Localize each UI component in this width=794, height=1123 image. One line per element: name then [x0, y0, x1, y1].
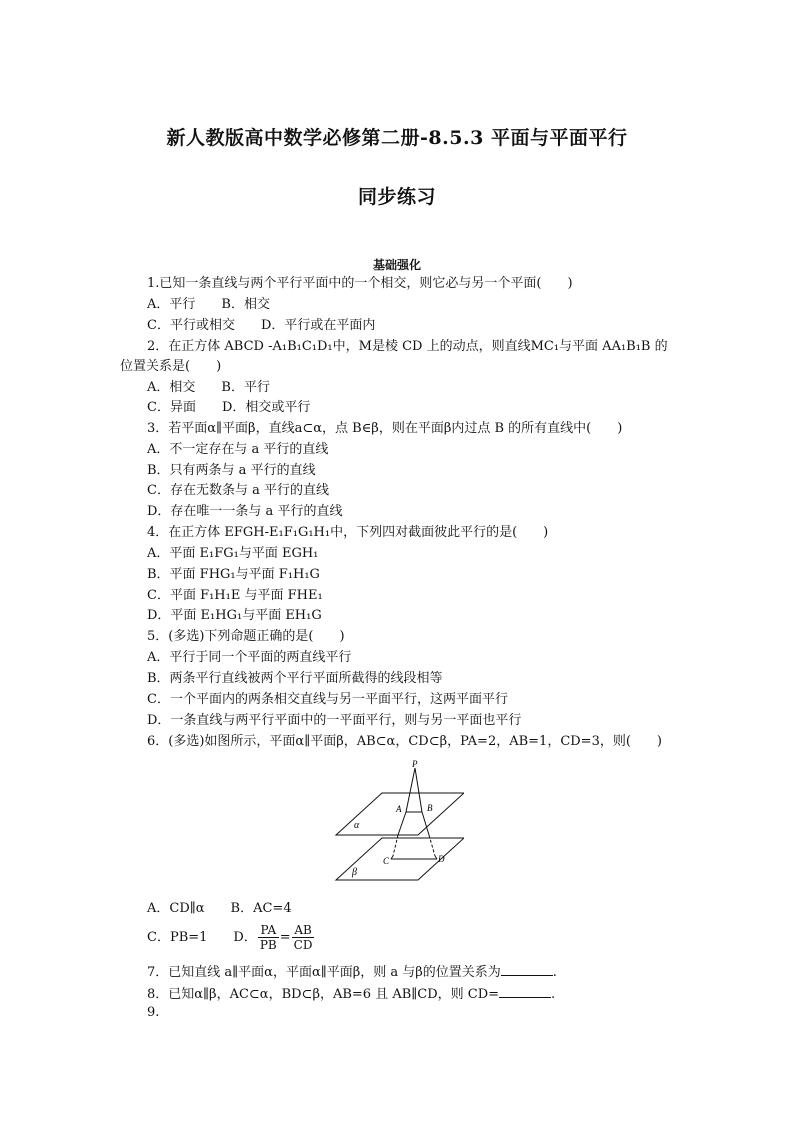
segment-ac-upper	[398, 812, 406, 835]
q7-stem: 7．已知直线 a∥平面α，平面α∥平面β，则 a 与β的位置关系为	[147, 965, 501, 980]
q4-stem: 4．在正方体 EFGH-E₁F₁G₁H₁中，下列四对截面彼此平行的是( )	[147, 525, 549, 540]
segment-bd-upper	[422, 812, 429, 835]
q3-option-c: C．存在无数条与 a 平行的直线	[147, 483, 329, 498]
q1-options-row1: A．平行 B．相交	[147, 297, 270, 312]
q4-option-c: C．平面 F₁H₁E 与平面 FHE₁	[147, 588, 323, 603]
q3-stem: 3．若平面α∥平面β，直线a⊂α，点 B∈β，则在平面β内过点 B 的所有直线中( )	[147, 421, 623, 436]
q6-options-row2	[147, 922, 315, 956]
segment-pa	[406, 768, 415, 812]
fraction-denominator: PB	[259, 938, 277, 952]
label-a: A	[396, 804, 402, 814]
q5-option-c: C．一个平面内的两条相交直线与另一平面平行，这两平面平行	[147, 692, 508, 707]
q6-stem: 6．(多选)如图所示，平面α∥平面β，AB⊂α，CD⊂β，PA=2，AB=1，CD=3，则( )	[147, 734, 662, 749]
label-beta: β	[352, 867, 357, 878]
fraction-numerator: AB	[292, 923, 315, 938]
q8-stem: 8．已知α∥β，AC⊂α，BD⊂β，AB=6 且 AB∥CD，则 CD=	[147, 987, 500, 1002]
page-subtitle: 同步练习	[357, 186, 436, 208]
q4-option-a: A．平面 E₁FG₁与平面 EGH₁	[147, 546, 319, 561]
q3-option-d: D．存在唯一一条与 a 平行的直线	[147, 504, 343, 519]
q2-stem-line1: 2．在正方体 ABCD -A₁B₁C₁D₁中，M是棱 CD 上的动点，则直线MC₁与平面 AA₁B₁B 的	[147, 339, 668, 354]
q5-stem: 5．(多选)下列命题正确的是( )	[147, 629, 345, 644]
equals-sign: =	[279, 930, 291, 945]
q3-option-a: A．不一定存在与 a 平行的直线	[147, 442, 329, 457]
q8-end: .	[551, 987, 556, 1002]
fraction-ab-cd	[292, 923, 315, 952]
page-title: 新人教版高中数学必修第二册-8.5.3 平面与平面平行	[166, 127, 628, 149]
label-c: C	[383, 856, 390, 866]
q1-stem: 1.已知一条直线与两个平行平面中的一个相交，则它必与另一个平面( )	[147, 276, 573, 291]
q5-option-a: A．平行于同一个平面的两直线平行	[147, 650, 352, 665]
q5-option-b: B．两条平行直线被两个平行平面所截得的线段相等	[147, 671, 443, 686]
fraction-pa-pb	[258, 923, 279, 952]
fraction-denominator: CD	[293, 938, 313, 952]
label-alpha: α	[354, 820, 360, 831]
q2-options-row1: A．相交 B．平行	[147, 380, 270, 395]
q9-stem: 9.	[147, 1005, 160, 1020]
parallel-planes-figure	[334, 756, 464, 886]
q4-option-b: B．平面 FHG₁与平面 F₁H₁G	[147, 567, 320, 582]
answer-blank[interactable]	[499, 985, 551, 998]
segment-pb	[415, 768, 422, 812]
q6-options-row1: A．CD∥α B．AC=4	[147, 901, 292, 916]
q4-option-d: D．平面 E₁HG₁与平面 EH₁G	[147, 608, 322, 623]
answer-blank[interactable]	[501, 963, 553, 976]
q2-options-row2: C．异面 D．相交或平行	[147, 400, 311, 415]
fraction-numerator: PA	[258, 923, 279, 938]
q2-stem-line2: 位置关系是( )	[120, 359, 222, 374]
q6-options-row2-prefix: C．PB=1 D．	[147, 930, 257, 945]
q7-line	[147, 963, 557, 981]
q1-options-row2: C．平行或相交 D．平行或在平面内	[147, 318, 376, 333]
q7-end: .	[552, 965, 557, 980]
label-d: D	[438, 854, 445, 864]
section-heading: 基础强化	[372, 258, 421, 272]
q8-line	[147, 985, 555, 1003]
q5-option-d: D．一条直线与两平行平面中的一平面平行，则与另一平面也平行	[147, 713, 522, 728]
label-b: B	[427, 803, 433, 813]
q3-option-b: B．只有两条与 a 平行的直线	[147, 463, 316, 478]
label-p: P	[412, 759, 418, 769]
